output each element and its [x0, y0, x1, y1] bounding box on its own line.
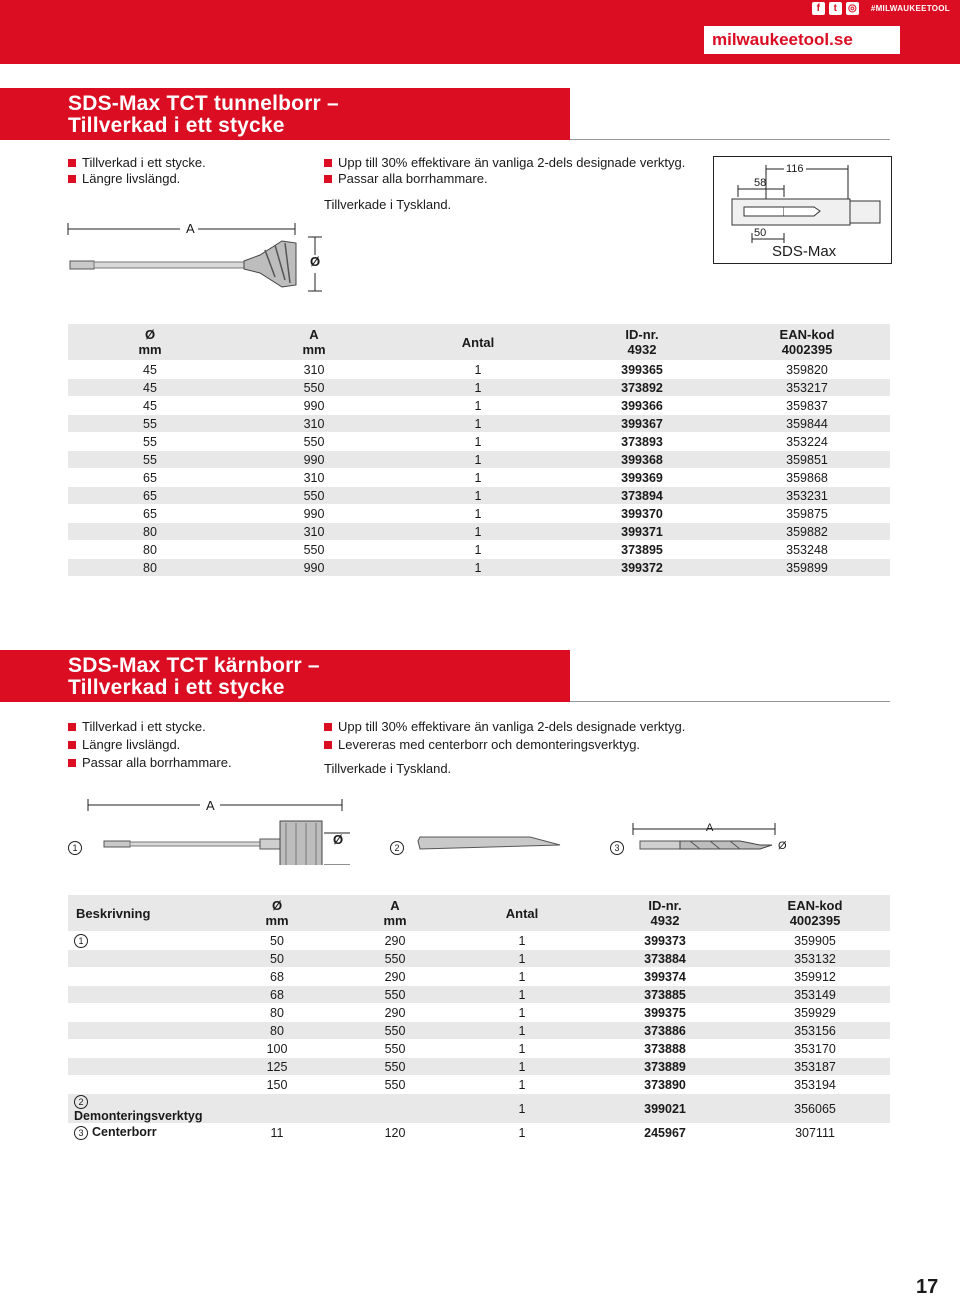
- cell-length: 310: [232, 415, 396, 433]
- cell-quantity: 1: [454, 950, 590, 968]
- cell-diameter: 55: [68, 451, 232, 469]
- item-number-badge: 2: [74, 1095, 88, 1109]
- cell-quantity: 1: [454, 1004, 590, 1022]
- table-row: [68, 986, 890, 1004]
- table-row: [68, 487, 890, 505]
- cell-length: 550: [232, 541, 396, 559]
- cell-length: 290: [336, 932, 454, 950]
- cell-length: 290: [336, 1004, 454, 1022]
- section2-rule: [570, 701, 890, 702]
- header-id: ID-nr. 4932: [560, 324, 724, 361]
- cell-quantity: 1: [454, 1022, 590, 1040]
- dim-58: 58: [754, 177, 767, 189]
- cell-id: 399375: [590, 1004, 740, 1022]
- header-description: Beskrivning: [68, 895, 218, 932]
- cell-description: [68, 1022, 218, 1040]
- table-row: [68, 1040, 890, 1058]
- dim-a-label: A: [206, 798, 215, 813]
- cell-diameter: 11: [218, 1124, 336, 1142]
- cell-id: 373890: [590, 1076, 740, 1094]
- cell-quantity: 1: [396, 523, 560, 541]
- cell-diameter: 50: [218, 932, 336, 950]
- cell-diameter: 55: [68, 433, 232, 451]
- cell-ean: 359905: [740, 932, 890, 950]
- cell-quantity: 1: [454, 968, 590, 986]
- table-row: [68, 1004, 890, 1022]
- instagram-icon[interactable]: ◎: [846, 2, 859, 15]
- cell-id: 373888: [590, 1040, 740, 1058]
- cell-description: [68, 1004, 218, 1022]
- feature-item: Tillverkad i ett stycke.: [82, 155, 206, 170]
- cell-quantity: 1: [396, 487, 560, 505]
- cell-ean: 359820: [724, 361, 890, 379]
- bullet-icon: [68, 159, 76, 167]
- cell-id: 399374: [590, 968, 740, 986]
- section1-features-right: [324, 152, 685, 216]
- site-link[interactable]: [704, 26, 900, 54]
- cell-id: 373893: [560, 433, 724, 451]
- description-text: Centerborr: [92, 1125, 157, 1139]
- facebook-icon[interactable]: f: [812, 2, 825, 15]
- cell-quantity: 1: [396, 505, 560, 523]
- table-row: [68, 415, 890, 433]
- table-row: [68, 559, 890, 577]
- cell-ean: 353132: [740, 950, 890, 968]
- feature-item: Levereras med centerborr och demonteringsverktyg.: [338, 737, 641, 752]
- cell-diameter: 80: [218, 1004, 336, 1022]
- header-diameter: Ø mm: [68, 324, 232, 361]
- cell-quantity: 1: [454, 1124, 590, 1142]
- table-row: [68, 932, 890, 950]
- cell-id: 399367: [560, 415, 724, 433]
- cell-id: 399369: [560, 469, 724, 487]
- section2-title-line2: Tillverkad i ett stycke: [68, 676, 285, 699]
- cell-ean: 359912: [740, 968, 890, 986]
- cell-ean: 359851: [724, 451, 890, 469]
- cell-ean: 353187: [740, 1058, 890, 1076]
- cell-diameter: 80: [68, 523, 232, 541]
- cell-ean: 359837: [724, 397, 890, 415]
- cell-id: 373892: [560, 379, 724, 397]
- dim-50: 50: [754, 227, 767, 239]
- cell-diameter: 68: [218, 968, 336, 986]
- bullet-icon: [68, 741, 76, 749]
- cell-length: 550: [232, 433, 396, 451]
- table-header-row: [68, 895, 890, 932]
- cell-diameter: 50: [218, 950, 336, 968]
- section2-title-band: [0, 650, 570, 702]
- cell-description: [68, 1076, 218, 1094]
- cell-ean: 353149: [740, 986, 890, 1004]
- cell-id: 399365: [560, 361, 724, 379]
- cell-diameter: 45: [68, 361, 232, 379]
- cell-ean: 353224: [724, 433, 890, 451]
- cell-ean: 353217: [724, 379, 890, 397]
- section2-features-right: [324, 716, 685, 780]
- cell-id: 373894: [560, 487, 724, 505]
- cell-diameter: 65: [68, 469, 232, 487]
- cell-id: 373895: [560, 541, 724, 559]
- tunnel-bit-drawing: [60, 215, 330, 295]
- cell-ean: 359875: [724, 505, 890, 523]
- cell-quantity: 1: [396, 559, 560, 577]
- section1-title-band: [0, 88, 570, 140]
- twitter-icon[interactable]: t: [829, 2, 842, 15]
- cell-diameter: [218, 1094, 336, 1124]
- section1-title-line1: SDS-Max TCT tunnelborr –: [68, 92, 339, 115]
- cell-ean: 359899: [724, 559, 890, 577]
- header-length: A mm: [336, 895, 454, 932]
- feature-item: Tillverkad i ett stycke.: [82, 719, 206, 734]
- cell-quantity: 1: [454, 1040, 590, 1058]
- cell-description: [68, 932, 218, 950]
- cell-length: 550: [336, 1076, 454, 1094]
- table-row: [68, 1094, 890, 1124]
- feature-item: Passar alla borrhammare.: [338, 171, 488, 186]
- bullet-icon: [68, 759, 76, 767]
- table-row: [68, 1076, 890, 1094]
- item-number-1: 1: [68, 838, 82, 856]
- cell-ean: 356065: [740, 1094, 890, 1124]
- section2-table: [68, 895, 890, 1141]
- cell-quantity: 1: [396, 451, 560, 469]
- cell-description: [68, 1040, 218, 1058]
- cell-diameter: 68: [218, 986, 336, 1004]
- site-url: milwaukeetool.se: [712, 30, 853, 49]
- cell-length: 550: [232, 487, 396, 505]
- cell-length: 990: [232, 505, 396, 523]
- bullet-icon: [324, 175, 332, 183]
- table-row: [68, 1058, 890, 1076]
- section1-table: [68, 324, 890, 576]
- cell-ean: 359844: [724, 415, 890, 433]
- cell-description: [68, 1058, 218, 1076]
- table-row: [68, 968, 890, 986]
- cell-length: 120: [336, 1124, 454, 1142]
- header-bar: [0, 0, 960, 64]
- bullet-icon: [324, 723, 332, 731]
- cell-ean: 359868: [724, 469, 890, 487]
- cell-id: 399021: [590, 1094, 740, 1124]
- cell-diameter: 80: [68, 559, 232, 577]
- table-row: [68, 451, 890, 469]
- cell-diameter: 80: [218, 1022, 336, 1040]
- table-row: [68, 1022, 890, 1040]
- dim-116: 116: [786, 163, 804, 175]
- dim-d-label: Ø: [310, 254, 321, 269]
- section1-features-left: [68, 152, 206, 190]
- cell-id: 399368: [560, 451, 724, 469]
- made-in: Tillverkade i Tyskland.: [324, 761, 452, 776]
- cell-description: [68, 986, 218, 1004]
- cell-quantity: 1: [396, 397, 560, 415]
- cell-quantity: 1: [454, 932, 590, 950]
- item-number-badge: 3: [74, 1126, 88, 1140]
- cell-length: 550: [336, 1022, 454, 1040]
- bullet-icon: [324, 741, 332, 749]
- cell-length: 990: [232, 559, 396, 577]
- cell-id: 399372: [560, 559, 724, 577]
- bullet-icon: [68, 175, 76, 183]
- cell-length: 310: [232, 469, 396, 487]
- feature-item: Längre livslängd.: [82, 171, 181, 186]
- cell-length: 550: [336, 950, 454, 968]
- social-links: [812, 2, 950, 15]
- page-number: 17: [916, 1276, 939, 1298]
- cell-ean: 359929: [740, 1004, 890, 1022]
- header-diameter: Ø mm: [218, 895, 336, 932]
- cell-id: 245967: [590, 1124, 740, 1142]
- feature-item: Passar alla borrhammare.: [82, 755, 232, 770]
- table-row: [68, 1124, 890, 1142]
- section2-features-left: [68, 716, 232, 774]
- cell-ean: 353170: [740, 1040, 890, 1058]
- cell-length: 550: [336, 1058, 454, 1076]
- table-row: [68, 505, 890, 523]
- table-row: [68, 397, 890, 415]
- cell-length: 310: [232, 361, 396, 379]
- shank-diagram-box: [713, 156, 892, 264]
- header-ean: EAN-kod 4002395: [724, 324, 890, 361]
- item-number-2: 2: [390, 838, 404, 856]
- cell-quantity: 1: [396, 361, 560, 379]
- cell-id: 399370: [560, 505, 724, 523]
- hashtag: #MILWAUKEETOOL: [870, 4, 950, 13]
- dim-a3-label: A: [706, 822, 714, 834]
- dim-d3-label: Ø: [778, 840, 787, 852]
- section2-title-line1: SDS-Max TCT kärnborr –: [68, 654, 320, 677]
- feature-item: Längre livslängd.: [82, 737, 181, 752]
- table-row: [68, 361, 890, 379]
- table-row: [68, 433, 890, 451]
- cell-quantity: 1: [396, 379, 560, 397]
- cell-ean: 353194: [740, 1076, 890, 1094]
- shank-label: SDS-Max: [772, 243, 837, 260]
- cell-id: 373889: [590, 1058, 740, 1076]
- cell-id: 399371: [560, 523, 724, 541]
- cell-length: 550: [336, 986, 454, 1004]
- made-in: Tillverkade i Tyskland.: [324, 197, 452, 212]
- cell-diameter: 65: [68, 505, 232, 523]
- cell-length: 310: [232, 523, 396, 541]
- cell-id: 373884: [590, 950, 740, 968]
- cell-length: 550: [336, 1040, 454, 1058]
- cell-description: [68, 950, 218, 968]
- table-row: [68, 541, 890, 559]
- table-row: [68, 950, 890, 968]
- cell-diameter: 100: [218, 1040, 336, 1058]
- cell-id: 399373: [590, 932, 740, 950]
- bullet-icon: [68, 723, 76, 731]
- item-number-badge: 1: [74, 934, 88, 948]
- header-ean: EAN-kod 4002395: [740, 895, 890, 932]
- cell-id: 373886: [590, 1022, 740, 1040]
- item-number-3: 3: [610, 838, 624, 856]
- feature-item: Upp till 30% effektivare än vanliga 2-dels designade verktyg.: [338, 155, 686, 170]
- cell-diameter: 55: [68, 415, 232, 433]
- cell-quantity: 1: [396, 433, 560, 451]
- core-bit-drawings: [60, 795, 800, 865]
- cell-quantity: 1: [454, 1058, 590, 1076]
- cell-length: [336, 1094, 454, 1124]
- cell-id: 399366: [560, 397, 724, 415]
- description-text: Demonteringsverktyg: [74, 1109, 203, 1123]
- cell-diameter: 65: [68, 487, 232, 505]
- header-quantity: Antal: [454, 895, 590, 932]
- cell-quantity: 1: [396, 541, 560, 559]
- cell-diameter: 45: [68, 397, 232, 415]
- header-id: ID-nr. 4932: [590, 895, 740, 932]
- table-row: [68, 379, 890, 397]
- cell-quantity: 1: [396, 415, 560, 433]
- cell-diameter: 125: [218, 1058, 336, 1076]
- cell-diameter: 150: [218, 1076, 336, 1094]
- table-row: [68, 523, 890, 541]
- cell-ean: 353156: [740, 1022, 890, 1040]
- cell-diameter: 80: [68, 541, 232, 559]
- cell-quantity: 1: [454, 1094, 590, 1124]
- cell-length: 990: [232, 397, 396, 415]
- header-length: A mm: [232, 324, 396, 361]
- cell-quantity: 1: [454, 986, 590, 1004]
- bullet-icon: [324, 159, 332, 167]
- cell-ean: 359882: [724, 523, 890, 541]
- cell-ean: 353248: [724, 541, 890, 559]
- cell-quantity: 1: [396, 469, 560, 487]
- table-row: [68, 469, 890, 487]
- cell-ean: 307111: [740, 1124, 890, 1142]
- section1-title-line2: Tillverkad i ett stycke: [68, 114, 285, 137]
- header-quantity: Antal: [396, 324, 560, 361]
- cell-length: 550: [232, 379, 396, 397]
- cell-length: 290: [336, 968, 454, 986]
- cell-description: [68, 968, 218, 986]
- cell-description: [68, 1094, 218, 1124]
- cell-length: 990: [232, 451, 396, 469]
- cell-ean: 353231: [724, 487, 890, 505]
- cell-diameter: 45: [68, 379, 232, 397]
- dim-a-label: A: [186, 221, 195, 236]
- feature-item: Upp till 30% effektivare än vanliga 2-dels designade verktyg.: [338, 719, 686, 734]
- dim-d-label: Ø: [333, 832, 344, 847]
- cell-id: 373885: [590, 986, 740, 1004]
- cell-quantity: 1: [454, 1076, 590, 1094]
- table-header-row: [68, 324, 890, 361]
- section1-rule: [570, 139, 890, 140]
- bullet-icon: [694, 36, 700, 42]
- cell-description: [68, 1124, 218, 1142]
